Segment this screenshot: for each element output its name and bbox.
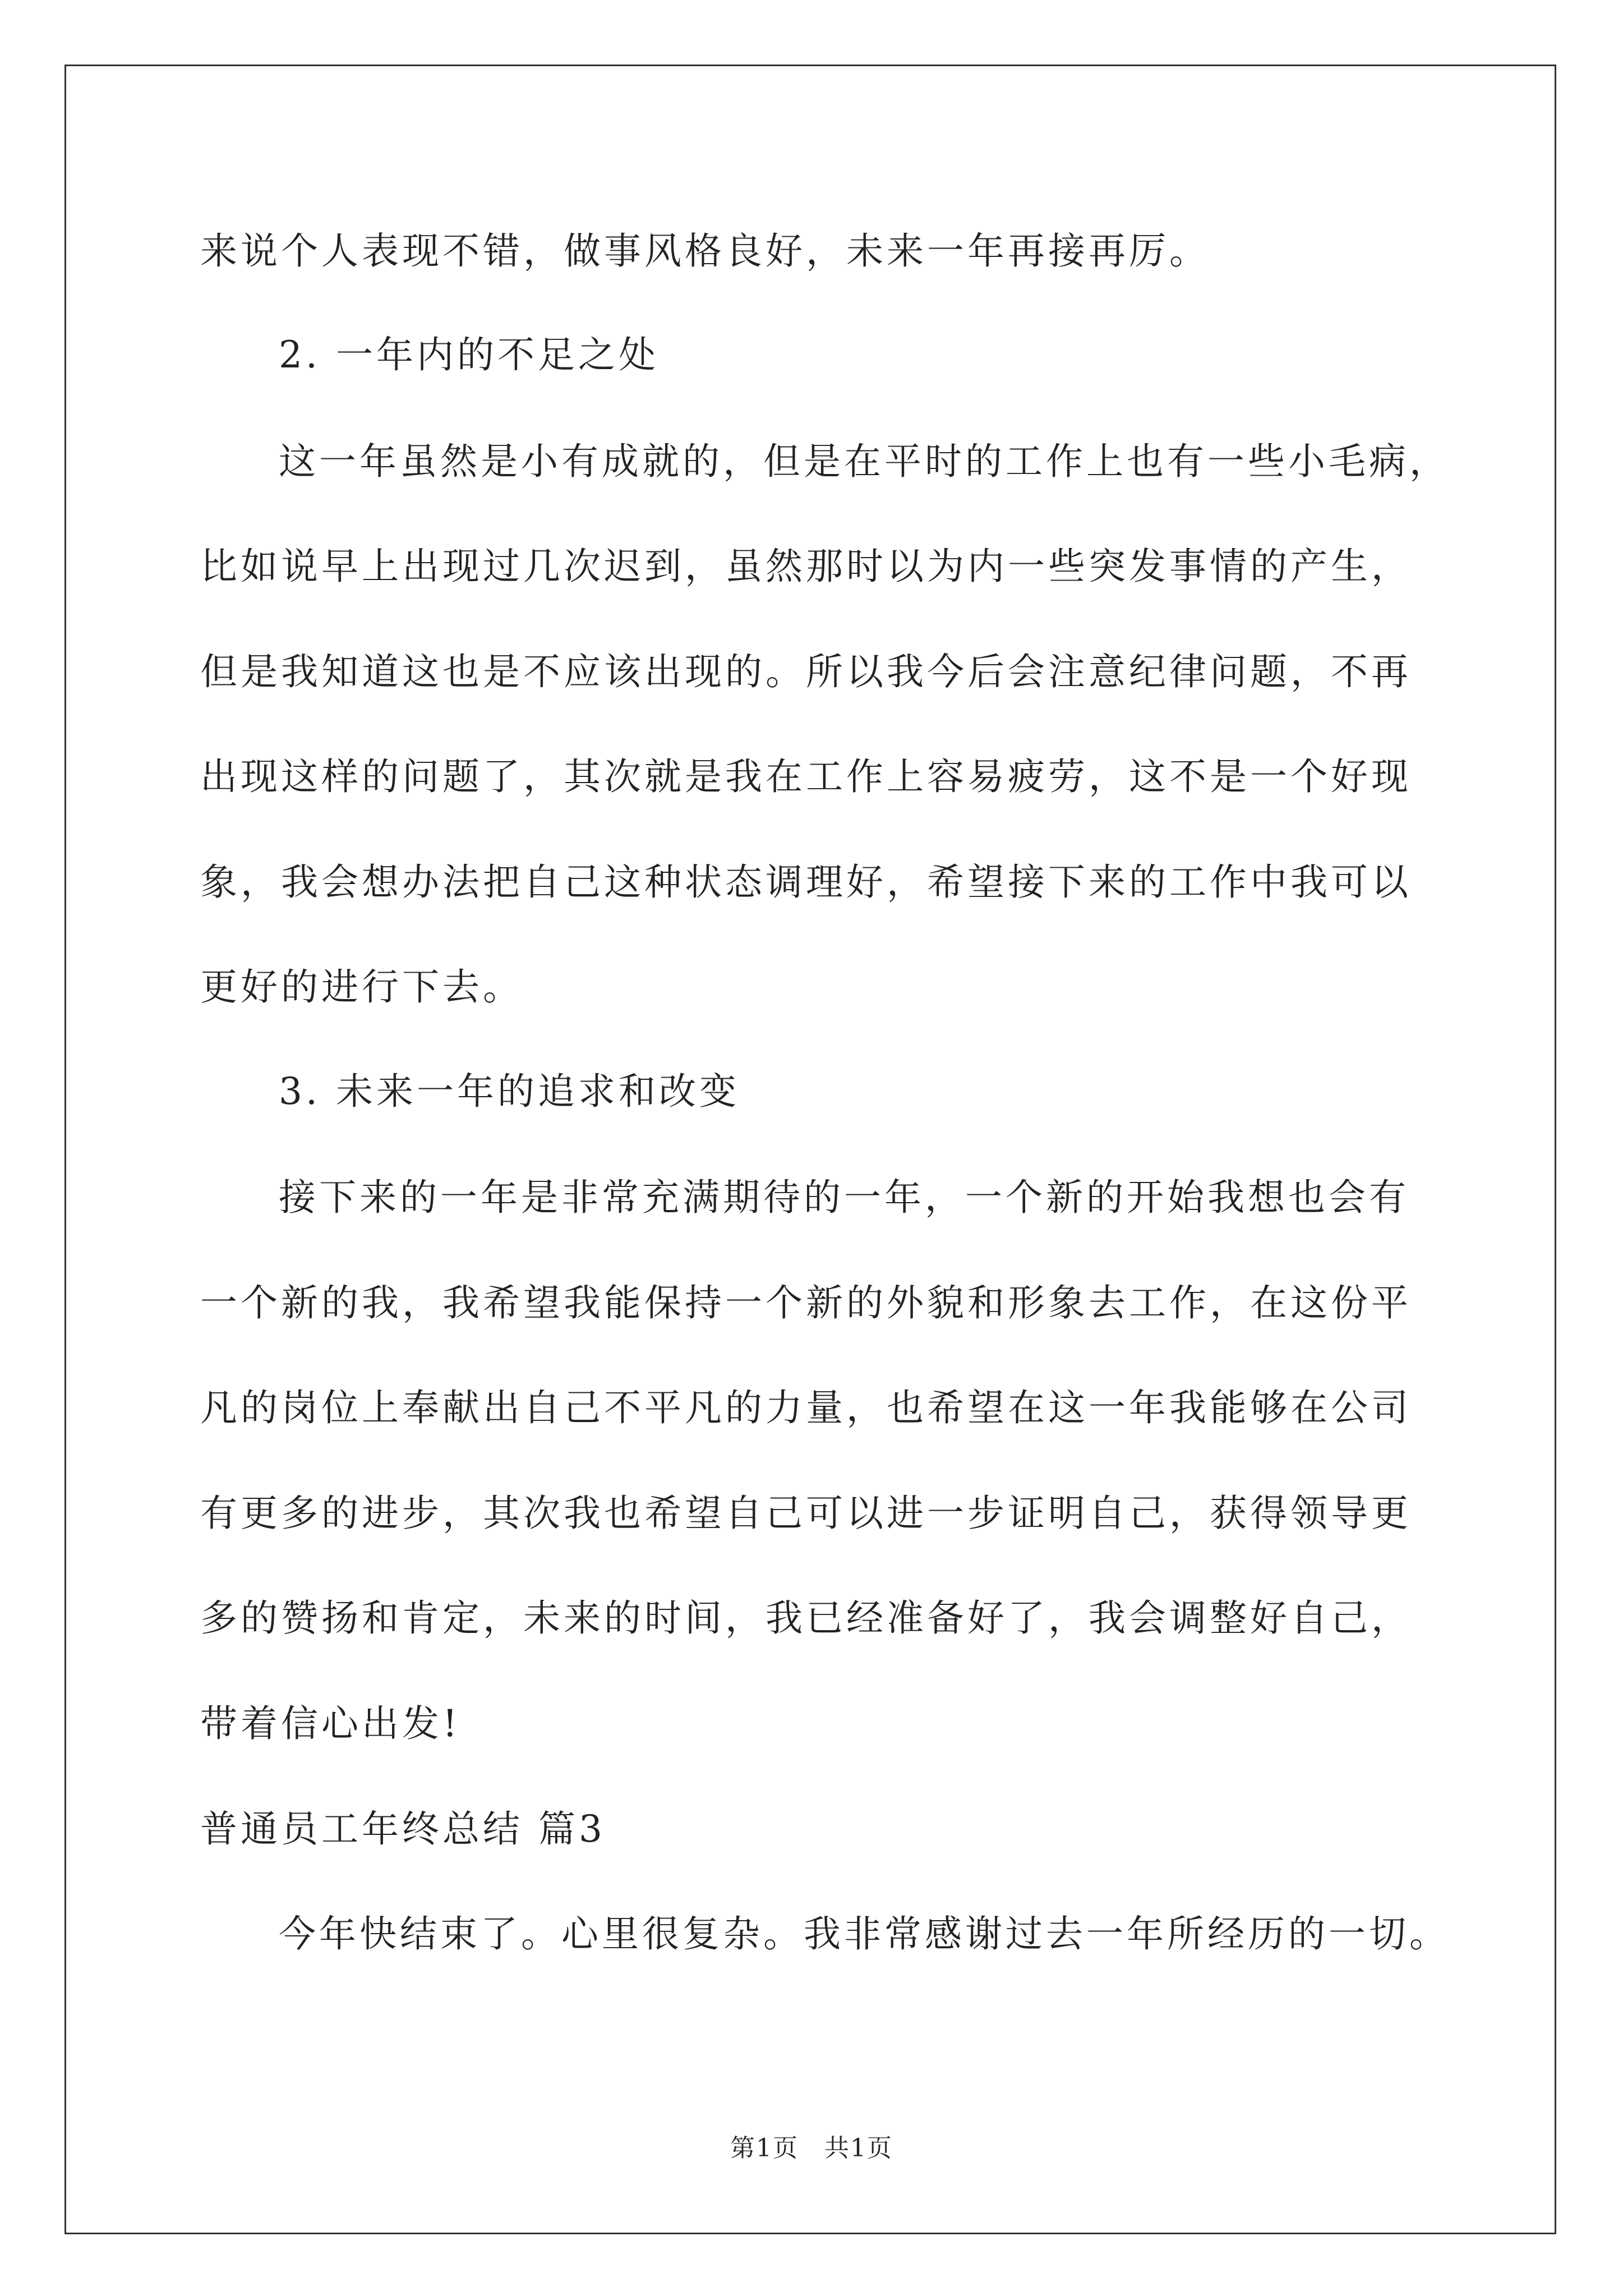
text-line: 有更多的进步，其次我也希望自己可以进一步证明自己，获得领导更	[200, 1492, 1412, 1535]
text-line: 比如说早上出现过几次迟到，虽然那时以为内一些突发事情的产生，	[200, 545, 1412, 588]
text-line: 来说个人表现不错，做事风格良好，未来一年再接再厉。	[200, 229, 1210, 273]
text-line: 带着信心出发!	[200, 1702, 461, 1745]
text-line: 出现这样的问题了，其次就是我在工作上容易疲劳，这不是一个好现	[200, 755, 1412, 798]
page-number: 第1页 共1页	[730, 2134, 893, 2162]
text-line: 今年快结束了。心里很复杂。我非常感谢过去一年所经历的一切。	[279, 1912, 1450, 1955]
page-border	[64, 65, 1556, 2234]
text-line: 凡的岗位上奉献出自己不平凡的力量，也希望在这一年我能够在公司	[200, 1386, 1412, 1429]
article-title: 普通员工年终总结 篇3	[200, 1807, 606, 1851]
text-line: 更好的进行下去。	[200, 965, 523, 1009]
text-line: 这一年虽然是小有成就的，但是在平时的工作上也有一些小毛病，	[279, 440, 1450, 483]
section-heading: 3. 未来一年的追求和改变	[279, 1070, 740, 1113]
text-line: 接下来的一年是非常充满期待的一年，一个新的开始我想也会有	[279, 1176, 1409, 1219]
section-heading: 2. 一年内的不足之处	[279, 333, 659, 376]
text-line: 但是我知道这也是不应该出现的。所以我今后会注意纪律问题，不再	[200, 650, 1412, 693]
text-line: 象，我会想办法把自己这种状态调理好，希望接下来的工作中我可以	[200, 861, 1412, 904]
text-line: 多的赞扬和肯定，未来的时间，我已经准备好了，我会调整好自己，	[200, 1596, 1412, 1640]
text-line: 一个新的我，我希望我能保持一个新的外貌和形象去工作，在这份平	[200, 1281, 1412, 1324]
